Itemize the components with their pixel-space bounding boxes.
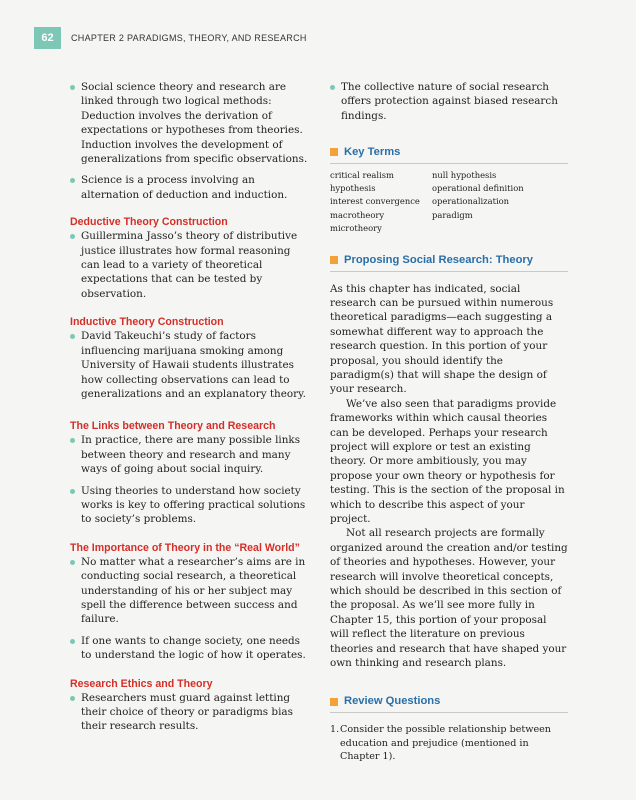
square-icon (330, 148, 338, 156)
bullet-icon (70, 696, 75, 701)
key-term: macrotheory (330, 209, 385, 220)
bullet-icon (70, 234, 75, 239)
key-terms-list (330, 169, 568, 235)
list-item: The collective nature of social research offers protection against biased research findings. (330, 80, 568, 123)
section-heading: Research Ethics and Theory (70, 677, 213, 690)
paragraph: Not all research projects are formally organized around the creation and/or testing of theories and hypotheses. However, your research will involve theoretical concepts, which should be described in this section of the proposal. As we’ll see more fully in Chapter 15, this portion of your proposal will reflect the literature on previous theories and research that have shaped your own thinking and research plans. (330, 527, 568, 670)
paragraph: We’ve also seen that paradigms provide frameworks within which causal theories can be developed. Perhaps your research project will explore or test an existing theory. Or more ambitiously, you may propose your own theory or hypothesis for testing. This is the section of the proposal in which to describe this aspect of your project. (330, 397, 565, 526)
question-text: Consider the possible relationship between education and prejudice (mentioned in Chapter 1). (340, 723, 551, 763)
bullet-icon (330, 85, 335, 90)
review-box (330, 694, 568, 764)
review-questions (330, 723, 568, 764)
running-head: CHAPTER 2 PARADIGMS, THEORY, AND RESEARCH (71, 33, 307, 43)
bullet-icon (70, 438, 75, 443)
key-term: operational definition (432, 182, 524, 193)
square-icon (330, 698, 338, 706)
list-item (330, 723, 568, 764)
right-column (330, 80, 568, 764)
key-term: microtheory (330, 222, 382, 233)
left-column (70, 80, 310, 741)
paragraph: As this chapter has indicated, social research can be pursued within numerous theoretical paradigms—each suggesting a somewhat different way to approach the research question. In this portion of your proposal, you should identify the paradigm(s) that will shape the design of your research. (330, 282, 554, 396)
list-item: No matter what a researcher’s aims are in conducting social research, a theoretical understanding of his or her subject may spell the difference between success and failure. (70, 555, 310, 627)
section-heading: Deductive Theory Construction (70, 216, 228, 229)
list-item: Social science theory and research are linked through two logical methods: Deduction involves the derivation of expectations or hypotheses from theories. Induction involves the development of generalizations from specific observations. (70, 80, 310, 166)
proposal-box (330, 253, 568, 670)
key-term: paradigm (432, 209, 473, 220)
key-term: interest convergence (330, 196, 420, 207)
key-terms-box (330, 145, 568, 235)
list-item: In practice, there are many possible links between theory and research and many ways of going about social inquiry. (70, 433, 310, 476)
section-heading: The Links between Theory and Research (70, 420, 276, 433)
bullet-icon (70, 560, 75, 565)
bullet-icon (70, 639, 75, 644)
proposal-heading: Proposing Social Research: Theory (330, 253, 568, 271)
bullet-icon (70, 178, 75, 183)
bullet-icon (70, 489, 75, 494)
key-term: hypothesis (330, 182, 376, 193)
bullet-icon (70, 85, 75, 90)
list-item: Using theories to understand how society works is key to offering practical solutions to society’s problems. (70, 484, 310, 527)
question-number: 1. (330, 723, 340, 735)
page-number: 62 (34, 27, 61, 49)
key-term (432, 222, 562, 235)
proposal-text (330, 282, 568, 671)
list-item: Researchers must guard against letting their choice of theory or paradigms bias their research results. (70, 691, 310, 734)
list-item: Guillermina Jasso’s theory of distributive justice illustrates how formal reasoning can lead to a variety of theoretical expectations that can be tested by observation. (70, 229, 310, 301)
bullet-icon (70, 334, 75, 339)
list-item: David Takeuchi’s study of factors influencing marijuana smoking among University of Hawaii students illustrates how collecting observations can lead to generalizations and an explanatory theory. (70, 329, 310, 401)
key-term: null hypothesis (432, 169, 497, 180)
review-heading: Review Questions (330, 694, 568, 712)
list-item: Science is a process involving an alternation of deduction and induction. (70, 173, 310, 202)
key-term: critical realism (330, 169, 394, 180)
page-header (0, 27, 636, 49)
section-heading: Inductive Theory Construction (70, 316, 224, 329)
square-icon (330, 256, 338, 264)
section-heading: The Importance of Theory in the “Real World” (70, 541, 300, 554)
list-item: If one wants to change society, one needs to understand the logic of how it operates. (70, 634, 310, 663)
key-term: operationalization (432, 196, 510, 207)
key-terms-heading: Key Terms (330, 145, 568, 163)
